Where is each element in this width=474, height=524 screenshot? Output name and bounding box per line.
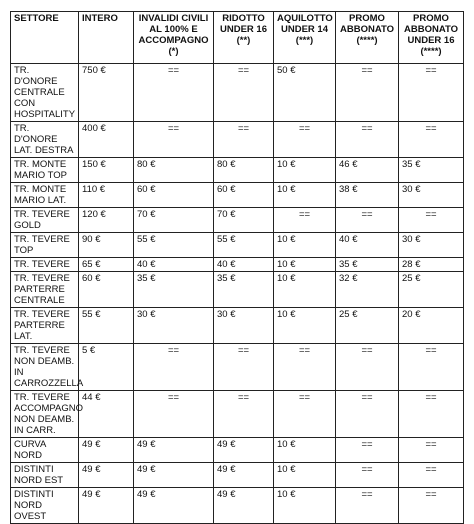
cell-invalidi: 49 € — [134, 463, 214, 488]
cell-promo-u16: 30 € — [399, 183, 464, 208]
cell-invalidi: 40 € — [134, 258, 214, 272]
cell-ridotto: == — [214, 344, 274, 391]
cell-intero: 120 € — [79, 208, 134, 233]
header-promo-abbonato-u16: PROMO ABBONATO UNDER 16 (****) — [399, 12, 464, 64]
cell-aquilotto: == — [274, 122, 336, 158]
table-row — [11, 233, 464, 258]
cell-invalidi: 55 € — [134, 233, 214, 258]
cell-intero: 110 € — [79, 183, 134, 208]
cell-promo-u16: == — [399, 344, 464, 391]
header-invalidi: INVALIDI CIVILI AL 100% E ACCOMPAGNO (*) — [134, 12, 214, 64]
cell-aquilotto: 10 € — [274, 158, 336, 183]
cell-aquilotto: 10 € — [274, 488, 336, 524]
cell-invalidi: 49 € — [134, 488, 214, 524]
cell-intero: 44 € — [79, 391, 134, 438]
table-row — [11, 272, 464, 308]
cell-sector: TR. TEVERE GOLD — [11, 208, 79, 233]
cell-promo: == — [336, 122, 399, 158]
cell-intero: 49 € — [79, 438, 134, 463]
cell-invalidi: == — [134, 64, 214, 122]
table-row — [11, 64, 464, 122]
cell-promo-u16: == — [399, 488, 464, 524]
cell-ridotto: 60 € — [214, 183, 274, 208]
cell-promo: == — [336, 488, 399, 524]
cell-promo-u16: == — [399, 391, 464, 438]
header-settore: SETTORE — [11, 12, 79, 64]
cell-aquilotto: == — [274, 391, 336, 438]
cell-promo: 38 € — [336, 183, 399, 208]
cell-intero: 400 € — [79, 122, 134, 158]
cell-invalidi: 49 € — [134, 438, 214, 463]
cell-aquilotto: 10 € — [274, 258, 336, 272]
cell-invalidi: 30 € — [134, 308, 214, 344]
cell-promo-u16: == — [399, 64, 464, 122]
cell-promo: 35 € — [336, 258, 399, 272]
cell-aquilotto: 10 € — [274, 308, 336, 344]
cell-promo: 25 € — [336, 308, 399, 344]
cell-sector: DISTINTI NORD EST — [11, 463, 79, 488]
table-row — [11, 488, 464, 524]
cell-ridotto: 49 € — [214, 463, 274, 488]
cell-promo: == — [336, 438, 399, 463]
cell-ridotto: 55 € — [214, 233, 274, 258]
cell-promo: == — [336, 463, 399, 488]
cell-promo: == — [336, 391, 399, 438]
cell-aquilotto: 10 € — [274, 233, 336, 258]
cell-ridotto: 30 € — [214, 308, 274, 344]
cell-promo: == — [336, 208, 399, 233]
cell-intero: 750 € — [79, 64, 134, 122]
cell-intero: 49 € — [79, 463, 134, 488]
cell-promo: == — [336, 64, 399, 122]
cell-ridotto: 70 € — [214, 208, 274, 233]
table-row — [11, 258, 464, 272]
table-row — [11, 183, 464, 208]
cell-sector: TR. TEVERE ACCOMPAGNO NON DEAMB. IN CARR. — [11, 391, 79, 438]
cell-ridotto: == — [214, 391, 274, 438]
cell-promo-u16: 28 € — [399, 258, 464, 272]
cell-invalidi: 80 € — [134, 158, 214, 183]
cell-ridotto: 49 € — [214, 488, 274, 524]
header-aquilotto: AQUILOTTO UNDER 14 (***) — [274, 12, 336, 64]
header-ridotto: RIDOTTO UNDER 16 (**) — [214, 12, 274, 64]
cell-aquilotto: 10 € — [274, 272, 336, 308]
cell-sector: CURVA NORD — [11, 438, 79, 463]
cell-promo-u16: 25 € — [399, 272, 464, 308]
cell-ridotto: 35 € — [214, 272, 274, 308]
cell-sector: TR. TEVERE PARTERRE CENTRALE — [11, 272, 79, 308]
cell-promo-u16: == — [399, 208, 464, 233]
ticket-price-table — [10, 11, 464, 524]
cell-invalidi: == — [134, 391, 214, 438]
cell-invalidi: 60 € — [134, 183, 214, 208]
cell-promo-u16: == — [399, 463, 464, 488]
cell-intero: 60 € — [79, 272, 134, 308]
cell-aquilotto: 10 € — [274, 183, 336, 208]
cell-ridotto: 49 € — [214, 438, 274, 463]
cell-aquilotto: 10 € — [274, 463, 336, 488]
cell-promo: 32 € — [336, 272, 399, 308]
cell-aquilotto: == — [274, 344, 336, 391]
cell-intero: 49 € — [79, 488, 134, 524]
cell-promo-u16: 35 € — [399, 158, 464, 183]
cell-intero: 65 € — [79, 258, 134, 272]
cell-intero: 55 € — [79, 308, 134, 344]
cell-promo-u16: == — [399, 122, 464, 158]
cell-aquilotto: 50 € — [274, 64, 336, 122]
header-promo-abbonato: PROMO ABBONATO (****) — [336, 12, 399, 64]
cell-sector: TR. TEVERE NON DEAMB. IN CARROZZELLA — [11, 344, 79, 391]
cell-promo: 40 € — [336, 233, 399, 258]
cell-sector: TR. D'ONORE CENTRALE CON HOSPITALITY — [11, 64, 79, 122]
cell-sector: TR. MONTE MARIO TOP — [11, 158, 79, 183]
cell-promo: == — [336, 344, 399, 391]
cell-promo-u16: == — [399, 438, 464, 463]
cell-sector: TR. D'ONORE LAT. DESTRA — [11, 122, 79, 158]
header-intero: INTERO — [79, 12, 134, 64]
cell-ridotto: == — [214, 122, 274, 158]
cell-ridotto: 40 € — [214, 258, 274, 272]
cell-invalidi: 35 € — [134, 272, 214, 308]
cell-aquilotto: == — [274, 208, 336, 233]
cell-invalidi: == — [134, 344, 214, 391]
cell-promo: 46 € — [336, 158, 399, 183]
table-row — [11, 438, 464, 463]
cell-invalidi: == — [134, 122, 214, 158]
table-row — [11, 158, 464, 183]
table-row — [11, 308, 464, 344]
cell-promo-u16: 30 € — [399, 233, 464, 258]
cell-ridotto: 80 € — [214, 158, 274, 183]
cell-invalidi: 70 € — [134, 208, 214, 233]
cell-aquilotto: 10 € — [274, 438, 336, 463]
cell-sector: TR. MONTE MARIO LAT. — [11, 183, 79, 208]
table-row — [11, 344, 464, 391]
cell-intero: 150 € — [79, 158, 134, 183]
table-row — [11, 208, 464, 233]
cell-promo-u16: 20 € — [399, 308, 464, 344]
table-row — [11, 122, 464, 158]
cell-sector: TR. TEVERE TOP — [11, 233, 79, 258]
cell-sector: TR. TEVERE PARTERRE LAT. — [11, 308, 79, 344]
table-row — [11, 391, 464, 438]
cell-ridotto: == — [214, 64, 274, 122]
cell-intero: 90 € — [79, 233, 134, 258]
table-row — [11, 463, 464, 488]
cell-sector: DISTINTI NORD OVEST — [11, 488, 79, 524]
cell-sector: TR. TEVERE — [11, 258, 79, 272]
header-row — [11, 12, 464, 64]
cell-intero: 5 € — [79, 344, 134, 391]
